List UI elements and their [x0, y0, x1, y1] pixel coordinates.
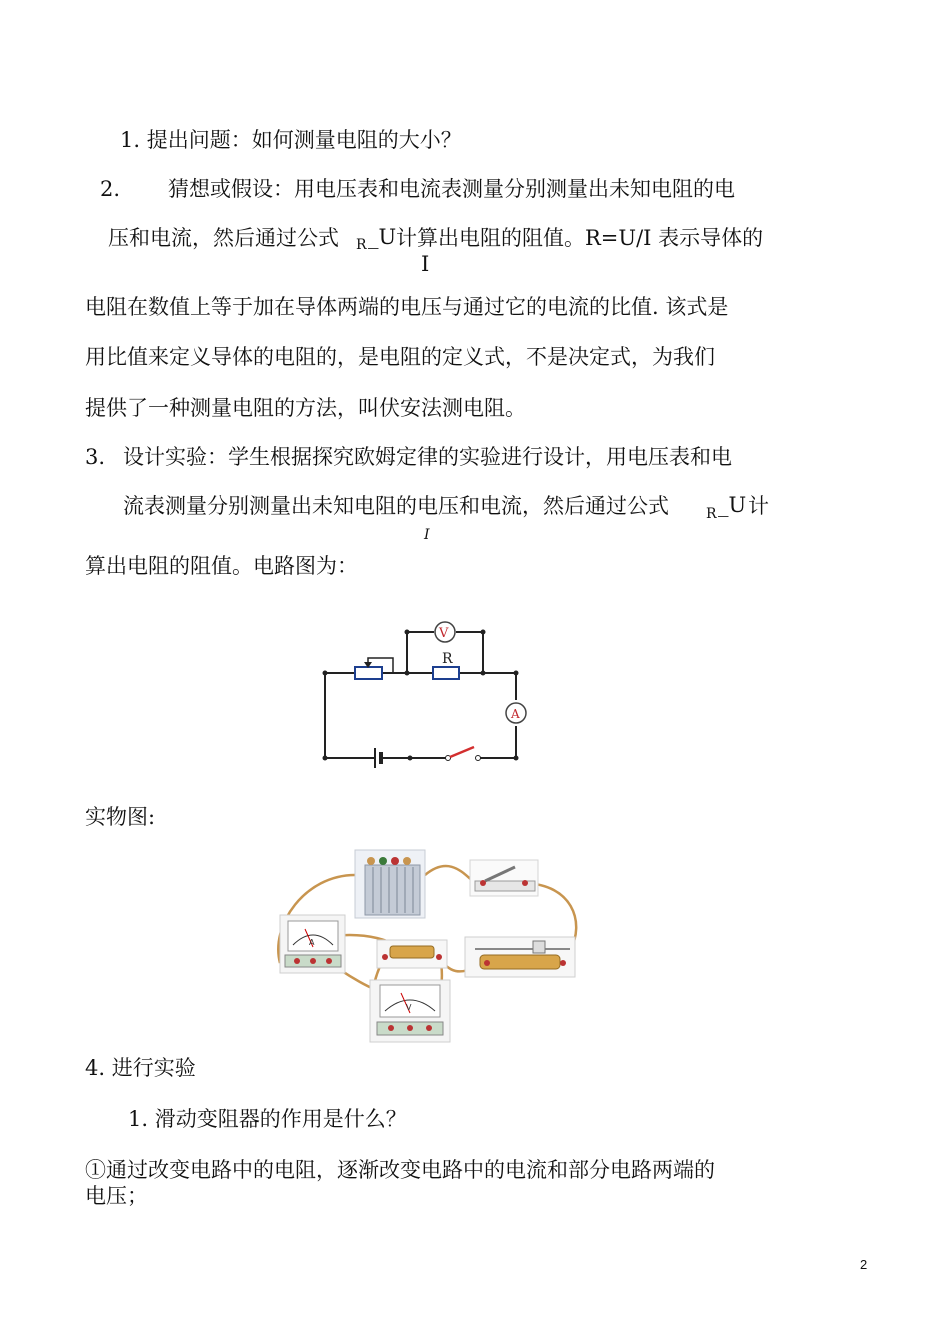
ammeter-device — [280, 915, 345, 973]
switch-lever — [450, 747, 474, 757]
step3-formula-i: I — [424, 527, 430, 543]
svg-text:V: V — [406, 1003, 412, 1012]
step3-number: 3. — [85, 445, 106, 469]
step1-text: 1. 提出问题：如何测量电阻的大小？ — [120, 128, 462, 152]
voltmeter-label: V — [439, 626, 449, 641]
resistor-label: R — [442, 651, 453, 667]
step3-line1: 设计实验：学生根据探究欧姆定律的实验进行设计，用电压表和电 — [123, 445, 732, 469]
step4-question1: 1. 滑动变阻器的作用是什么？ — [128, 1107, 407, 1131]
rheostat-symbol — [355, 667, 382, 679]
ammeter-label: A — [511, 707, 520, 721]
photo-caption: 实物图: — [85, 805, 156, 829]
step3-line2a: 流表测量分别测量出未知电阻的电压和电流，然后通过公式 — [123, 494, 669, 518]
step2-formula-i: I — [421, 252, 430, 276]
step2-line2b: 计算出电阻的阻值。R=U/I 表示导体的 — [396, 226, 764, 250]
step2-line4: 用比值来定义导体的电阻的，是电阻的定义式，不是决定式，为我们 — [85, 345, 715, 369]
resistor-symbol — [433, 667, 459, 679]
step2-line1: 猜想或假设：用电压表和电流表测量分别测量出未知电阻的电 — [168, 177, 735, 201]
voltmeter-device — [370, 980, 450, 1042]
step3-line3: 算出电阻的阻值。电路图为： — [85, 554, 358, 578]
step2-formula-u: _U — [368, 225, 397, 249]
step2-line5: 提供了一种测量电阻的方法，叫伏安法测电阻。 — [85, 396, 526, 420]
battery-box — [355, 850, 425, 918]
rheostat-device — [465, 937, 575, 977]
switch-contact-right — [476, 756, 481, 761]
circuit-diagram — [300, 618, 560, 768]
step2-line3: 电阻在数值上等于加在导体两端的电压与通过它的电流的比值. 该式是 — [85, 295, 729, 319]
step4-title: 4. 进行实验 — [85, 1056, 196, 1080]
page-number: 2 — [860, 1257, 868, 1272]
step4-answer1-line2: 电压； — [85, 1184, 148, 1208]
step3-line2b: 计 — [748, 494, 769, 518]
step4-answer1-line1: ①通过改变电路中的电阻，逐渐改变电路中的电流和部分电路两端的 — [85, 1158, 715, 1182]
step2-line2a: 压和电流，然后通过公式 — [108, 226, 339, 250]
svg-text:A: A — [309, 938, 315, 947]
step2-formula-r: R — [356, 237, 367, 253]
step3-formula-u: _U — [718, 493, 747, 517]
fixed-resistor-device — [377, 940, 447, 968]
step2-number: 2. — [100, 177, 121, 201]
knife-switch — [470, 860, 538, 896]
physical-setup-illustration — [275, 845, 585, 1045]
step3-formula-r: R — [706, 506, 717, 522]
